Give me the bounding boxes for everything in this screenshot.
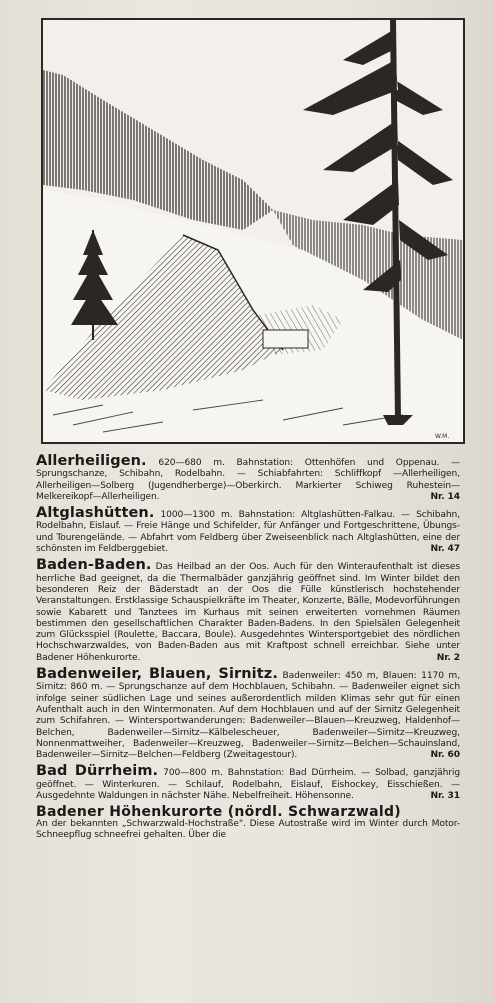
entry-title: Bad Dürrheim.	[36, 763, 159, 780]
entry-number: Nr. 31	[430, 791, 460, 802]
entry-title: Altglashütten.	[36, 505, 155, 522]
entry-badener-hoehenkurorte	[36, 804, 460, 841]
illustration-drawing	[43, 20, 463, 442]
entry-number: Nr. 2	[436, 652, 460, 663]
entry-badenweiler	[36, 666, 460, 761]
entry-number: Nr. 60	[430, 750, 460, 761]
entry-title: Allerheiligen.	[36, 453, 147, 469]
entry-title: Badenweiler, Blauen, Sirnitz.	[36, 666, 278, 683]
entry-number: Nr. 47	[430, 544, 460, 555]
entry-allerheiligen	[36, 453, 461, 503]
winter-forest-illustration	[41, 18, 465, 444]
entry-text: 700—800 m. Bahnstation: Bad Dürrheim. — Solbad, ganzjährig geöffnet. — Winterkuren. — Schilauf, Rodelbahn, Eislauf, Eishockey, Eisschießen. — Ausgedehnte Waldungen in nächster Nähe. Nebelfreiheit. Höhensonne.	[36, 768, 460, 802]
entry-baden-baden	[36, 557, 460, 664]
entry-text: An der bekannten „Schwarzwald-Hochstraße". Diese Autostraße wird im Winter durch Motor-Schneepflug schneefrei gehalten. Über die	[36, 818, 460, 840]
illustration-signature: W.M.	[435, 433, 450, 440]
entry-text: Das Heilbad an der Oos. Auch für den Winteraufenthalt ist dieses herrliche Bad geeignet, da die Thermalbäder ganzjährig geöffnet sind. Im Winter bildet den besonderen Reiz der Bäderstadt an der Oos die Fülle künstlerisch hochstehender Veranstaltungen. Erstklassige Schauspielkräfte im Theater, Konzerte, Bälle, Modevorführungen sowie Kabarett und Tanztees im Kurhaus mit seinen erweiterten vornehmen Räumen bestimmen den gesellschaftlichen Charakter Baden-Badens. In den Spielsälen Gelegenheit zum Glücksspiel (Roulette, Baccara, Boule). Ausgedehntes Wintersportgebiet des nördlichen Hochschwarzwaldes, von Baden-Baden aus mit Kraftpost schnell erreichbar. Siehe unter Badener Höhenkurorte.	[36, 562, 460, 663]
entry-title: Baden-Baden.	[36, 557, 152, 574]
entry-text: 1000—1300 m. Bahnstation: Altglashütten-Falkau. — Schibahn, Rodelbahn, Eislauf. — Freie Hänge und Schifelder, für Anfänger und Fortgeschrittene, Übungs- und Tourengelände. — Abfahrt vom Feldberg über Zweiseenblick nach Altglashütten, eine der schönsten im Feldberggebiet.	[36, 510, 460, 555]
entry-altglashuetten	[36, 505, 460, 555]
entry-title: Badener Höhenkurorte (nördl. Schwarzwald)	[36, 804, 401, 821]
entry-text: 620—680 m. Bahnstation: Ottenhöfen und Oppenau. — Sprungschanze, Schibahn, Rodelbahn. — Schiabfahrten: Schliffkopf —Allerheiligen, Allerheiligen—Solberg (Jugendherberge)—Oberkirch. Markierter Schiweg Ruhestein—Melkereikopf—Allerheiligen.	[36, 458, 461, 502]
entry-text: Badenweiler: 450 m, Blauen: 1170 m, Sirnitz: 860 m. — Sprungschanze auf dem Hochblauen, Schibahn. — Badenweiler eignet sich infolge seiner südlichen Lage und seines außerordentlich milden Klimas sehr gut für einen Aufenthalt auch in den Wintermonaten. Auf dem Hochblauen und auf der Sirnitz Gelegenheit zum Schifahren. — Wintersportwanderungen: Badenweiler—Blauen—Kreuzweg, Haldenhof—Belchen, Badenweiler—Sirnitz—Kälbelescheuer, Badenweiler—Sirnitz—Kreuzweg, Nonnenmattweiher, Badenweiler—Kreuzweg, Badenweiler—Sirnitz—Belchen—Schauinsland, Badenweiler—Sirnitz—Belchen—Feldberg (Zweitagestour).	[36, 671, 460, 761]
entry-number: Nr. 14	[430, 491, 460, 502]
entry-bad-duerrheim	[36, 763, 460, 802]
entries-list	[36, 453, 461, 846]
